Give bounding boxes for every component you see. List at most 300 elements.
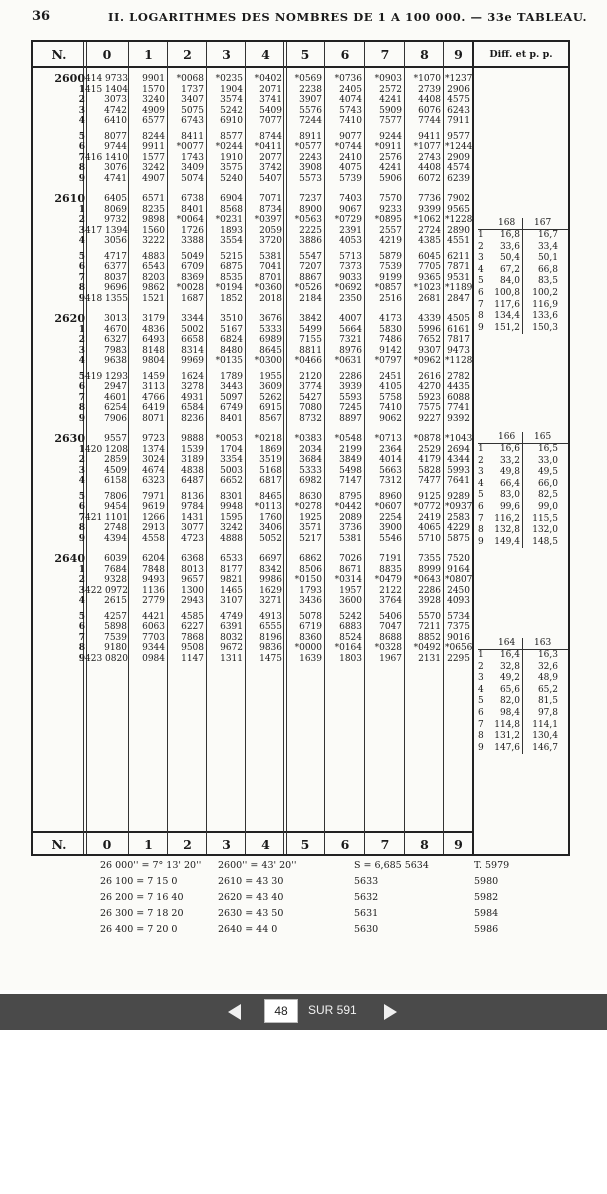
diff-digit: 5 bbox=[478, 490, 484, 501]
table-cell: 3720 bbox=[259, 236, 282, 247]
column-footer: N. bbox=[33, 831, 85, 855]
table-cell: 5875 bbox=[447, 534, 470, 544]
diff-digit: 1 bbox=[478, 444, 484, 454]
column-header: 0 bbox=[85, 42, 129, 68]
table-cell: 418 1355 bbox=[85, 294, 128, 304]
table-cell: 6076 bbox=[418, 105, 441, 116]
table-cell: 7477 bbox=[418, 476, 441, 487]
diff-row bbox=[478, 525, 568, 537]
diff-digit: 3 bbox=[478, 467, 484, 478]
column-footer: 3 bbox=[207, 831, 246, 855]
table-cell: 3554 bbox=[220, 236, 243, 247]
table-cell: 9836 bbox=[259, 643, 282, 654]
table-row bbox=[33, 85, 473, 96]
table-cell: 2295 bbox=[447, 654, 470, 664]
table-cell: 4558 bbox=[142, 534, 165, 544]
diff-block-rule bbox=[522, 432, 523, 548]
table-cell: 9016 bbox=[447, 632, 470, 643]
row-number: 7 bbox=[78, 632, 85, 643]
table-cell: 2724 bbox=[418, 225, 441, 236]
table-cell: 7041 bbox=[259, 262, 282, 273]
table-row bbox=[33, 372, 473, 383]
table-cell: 5052 bbox=[259, 534, 282, 544]
diff-value: 66,8 bbox=[537, 264, 558, 275]
table-cell: 6377 bbox=[104, 262, 127, 273]
table-cell: 9723 bbox=[142, 434, 165, 444]
diff-value: 130,4 bbox=[532, 731, 558, 742]
table-cell: 8314 bbox=[181, 345, 204, 356]
table-cell: 1311 bbox=[220, 654, 243, 664]
table-cell: 3407 bbox=[181, 95, 204, 106]
table-cell: 1374 bbox=[142, 444, 165, 455]
table-cell: 1459 bbox=[142, 371, 165, 382]
table-cell: 4408 bbox=[418, 163, 441, 174]
row-number: 4 bbox=[78, 236, 85, 247]
row-number: 5 bbox=[78, 251, 85, 262]
table-cell: 1704 bbox=[220, 444, 243, 455]
table-cell: 3764 bbox=[379, 596, 402, 607]
table-cell: 3076 bbox=[104, 163, 127, 174]
table-cell: 5409 bbox=[259, 105, 282, 116]
column-footer: 4 bbox=[246, 831, 285, 855]
table-cell: 9180 bbox=[104, 643, 127, 654]
column-footer: 0 bbox=[85, 831, 129, 855]
column-footer: 8 bbox=[405, 831, 444, 855]
table-cell: 9033 bbox=[339, 272, 362, 283]
table-cell: 8077 bbox=[104, 131, 127, 142]
diff-digit: 1 bbox=[478, 230, 484, 240]
footer-line bbox=[100, 892, 570, 906]
table-cell: 6158 bbox=[104, 476, 127, 487]
table-cell: 6243 bbox=[447, 105, 470, 116]
column-header: 7 bbox=[365, 42, 405, 68]
table-cell: 8535 bbox=[220, 272, 243, 283]
table-cell: 3077 bbox=[181, 523, 204, 534]
diff-row bbox=[478, 731, 568, 743]
table-cell: 9244 bbox=[379, 131, 402, 142]
footer-entry: 5632 bbox=[354, 892, 379, 903]
table-cell: 2947 bbox=[104, 382, 127, 393]
table-cell: 9565 bbox=[447, 204, 470, 215]
table-cell: 9657 bbox=[181, 575, 204, 586]
row-number: 4 bbox=[78, 356, 85, 367]
footer-entry: 2640 = 44 0 bbox=[218, 924, 278, 935]
table-cell: 2120 bbox=[299, 371, 322, 382]
table-cell: 5909 bbox=[379, 105, 402, 116]
table-cell: 8524 bbox=[339, 632, 362, 643]
table-cell: 7321 bbox=[339, 335, 362, 346]
table-cell: 6419 bbox=[142, 403, 165, 414]
table-cell: 5381 bbox=[259, 251, 282, 262]
table-cell: 5381 bbox=[339, 534, 362, 544]
table-cell: 4766 bbox=[142, 392, 165, 403]
table-cell: 5215 bbox=[220, 251, 243, 262]
table-cell: 5664 bbox=[339, 324, 362, 335]
table-cell: 6493 bbox=[142, 335, 165, 346]
table-cell: *0300 bbox=[254, 356, 282, 367]
table-cell: 7403 bbox=[339, 194, 362, 204]
diff-col-header: 168 bbox=[498, 218, 516, 228]
table-cell: 4574 bbox=[447, 163, 470, 174]
table-cell: 1910 bbox=[220, 152, 243, 163]
table-cell: 6743 bbox=[181, 116, 204, 127]
row-number: 3 bbox=[78, 225, 85, 236]
footer-entry: 2630 = 43 50 bbox=[218, 908, 284, 919]
table-cell: 7911 bbox=[447, 116, 470, 127]
table-cell: 4674 bbox=[142, 465, 165, 476]
table-cell: *1077 bbox=[413, 142, 441, 153]
table-cell: 3222 bbox=[142, 236, 165, 247]
table-cell: 8401 bbox=[220, 414, 243, 424]
table-cell: 7575 bbox=[418, 403, 441, 414]
table-cell: *0064 bbox=[176, 215, 204, 226]
table-cell: 416 1410 bbox=[85, 152, 128, 163]
table-cell: 5002 bbox=[181, 324, 204, 335]
diff-col-header: 166 bbox=[498, 432, 516, 442]
table-cell: 9888 bbox=[181, 434, 204, 444]
diff-value: 82,5 bbox=[537, 490, 558, 501]
table-cell: 2529 bbox=[418, 444, 441, 455]
table-cell: 6571 bbox=[142, 194, 165, 204]
table-cell: 9862 bbox=[142, 283, 165, 294]
table-cell: 8136 bbox=[181, 491, 204, 502]
table-cell: 4339 bbox=[418, 314, 441, 324]
table-cell: 8177 bbox=[220, 564, 243, 575]
table-row bbox=[33, 205, 473, 216]
table-cell: 1893 bbox=[220, 225, 243, 236]
row-number: 3 bbox=[78, 105, 85, 116]
table-row bbox=[33, 116, 473, 127]
table-cell: 9289 bbox=[447, 491, 470, 502]
table-cell: 7848 bbox=[142, 564, 165, 575]
previous-page-button[interactable] bbox=[228, 1004, 241, 1020]
table-cell: 5075 bbox=[181, 105, 204, 116]
table-cell: 7868 bbox=[181, 632, 204, 643]
row-number: 8 bbox=[78, 163, 85, 174]
diff-row bbox=[478, 662, 568, 674]
diff-value: 65,2 bbox=[537, 684, 558, 695]
table-cell: 2391 bbox=[339, 225, 362, 236]
table-cell: *0466 bbox=[294, 356, 322, 367]
table-cell: 419 1293 bbox=[85, 371, 128, 382]
row-number: 8 bbox=[78, 403, 85, 414]
table-row bbox=[33, 513, 473, 524]
table-row bbox=[33, 455, 473, 466]
table-cell: 3676 bbox=[259, 314, 282, 324]
table-cell: *0360 bbox=[254, 283, 282, 294]
table-cell: 7486 bbox=[379, 335, 402, 346]
table-cell: *0397 bbox=[254, 215, 282, 226]
table-cell: 8069 bbox=[104, 204, 127, 215]
row-number: 4 bbox=[78, 116, 85, 127]
diff-row bbox=[478, 323, 568, 335]
table-cell: 3024 bbox=[142, 455, 165, 466]
table-cell: 7652 bbox=[418, 335, 441, 346]
table-cell: 3575 bbox=[220, 163, 243, 174]
column-footer: 9 bbox=[444, 831, 473, 855]
table-cell: 6161 bbox=[447, 324, 470, 335]
table-cell: 4053 bbox=[339, 236, 362, 247]
table-cell: *0807 bbox=[445, 575, 473, 586]
table-cell: 7147 bbox=[339, 476, 362, 487]
footer-entry: 5631 bbox=[354, 908, 379, 919]
page-navigation-bar bbox=[0, 994, 607, 1030]
diff-digit: 3 bbox=[478, 673, 484, 684]
table-row bbox=[33, 262, 473, 273]
table-cell: 2225 bbox=[299, 225, 322, 236]
row-number: 9 bbox=[78, 414, 85, 424]
diff-value: 16,3 bbox=[537, 650, 558, 660]
diff-value: 131,2 bbox=[494, 731, 520, 742]
row-number: 2600 bbox=[54, 72, 85, 85]
table-cell: 6391 bbox=[220, 622, 243, 633]
table-cell: *0895 bbox=[374, 215, 402, 226]
table-row bbox=[33, 142, 473, 153]
table-cell: 8148 bbox=[142, 345, 165, 356]
footer-line bbox=[100, 876, 570, 890]
table-cell: 8568 bbox=[220, 204, 243, 215]
table-cell: 1957 bbox=[339, 585, 362, 596]
table-cell: 5427 bbox=[299, 392, 322, 403]
table-cell: 4421 bbox=[142, 611, 165, 622]
table-cell: 4179 bbox=[418, 455, 441, 466]
footer-entry: 5633 bbox=[354, 876, 379, 887]
table-cell: 4551 bbox=[447, 236, 470, 247]
table-cell: 9638 bbox=[104, 356, 127, 367]
table-cell: 3907 bbox=[299, 95, 322, 106]
table-cell: 2583 bbox=[447, 512, 470, 523]
table-cell: 1925 bbox=[299, 512, 322, 523]
table-cell: 8960 bbox=[379, 491, 402, 502]
table-cell: 7971 bbox=[142, 491, 165, 502]
table-cell: 9199 bbox=[379, 272, 402, 283]
table-cell: 1803 bbox=[339, 654, 362, 664]
table-cell: 8835 bbox=[379, 564, 402, 575]
table-cell: 1624 bbox=[181, 371, 204, 382]
table-cell: 9784 bbox=[181, 502, 204, 513]
table-cell: 2089 bbox=[339, 512, 362, 523]
table-row bbox=[33, 414, 473, 425]
table-cell: 2122 bbox=[379, 585, 402, 596]
table-cell: *0937 bbox=[445, 502, 473, 513]
table-cell: 7705 bbox=[418, 262, 441, 273]
table-cell: 8360 bbox=[299, 632, 322, 643]
table-cell: 5573 bbox=[299, 174, 322, 184]
diff-value: 134,4 bbox=[494, 311, 520, 322]
table-cell: 1852 bbox=[220, 294, 243, 304]
diff-value: 115,5 bbox=[532, 513, 558, 524]
table-cell: 6072 bbox=[418, 174, 441, 184]
table-cell: *1062 bbox=[413, 215, 441, 226]
footer-entry: 26 400 = 7 20 0 bbox=[100, 924, 178, 935]
table-cell: 3056 bbox=[104, 236, 127, 247]
table-cell: *0194 bbox=[215, 283, 243, 294]
table-cell: *0442 bbox=[334, 502, 362, 513]
table-row bbox=[33, 534, 473, 545]
table-cell: 7817 bbox=[447, 335, 470, 346]
table-cell: 1475 bbox=[259, 654, 282, 664]
table-cell: 9365 bbox=[418, 272, 441, 283]
table-cell: 3189 bbox=[181, 455, 204, 466]
table-cell: 3571 bbox=[299, 523, 322, 534]
table-cell: *0053 bbox=[215, 434, 243, 444]
table-cell: 8744 bbox=[259, 131, 282, 142]
table-cell: 421 1101 bbox=[85, 512, 128, 523]
table-cell: *0328 bbox=[374, 643, 402, 654]
table-cell: *1237 bbox=[445, 74, 473, 84]
footer-entry: T. 5979 bbox=[474, 860, 510, 871]
row-number: 3 bbox=[78, 465, 85, 476]
table-cell: 2419 bbox=[418, 512, 441, 523]
table-cell: *0411 bbox=[254, 142, 282, 153]
table-cell: 6533 bbox=[220, 554, 243, 564]
table-cell: 1789 bbox=[220, 371, 243, 382]
page-number-input[interactable]: 48 bbox=[264, 999, 298, 1023]
diff-value: 117,6 bbox=[494, 299, 520, 310]
footer-entry: 2620 = 43 40 bbox=[218, 892, 284, 903]
table-cell: 1136 bbox=[142, 585, 165, 596]
table-cell: 5546 bbox=[379, 534, 402, 544]
table-cell: 6405 bbox=[104, 194, 127, 204]
table-cell: 8911 bbox=[299, 131, 322, 142]
diff-value: 114,1 bbox=[532, 719, 558, 730]
table-cell: 6555 bbox=[259, 622, 282, 633]
diff-block-rule bbox=[522, 638, 523, 754]
table-cell: 5734 bbox=[447, 611, 470, 622]
table-cell: 6738 bbox=[181, 194, 204, 204]
table-cell: 5758 bbox=[379, 392, 402, 403]
row-number: 9 bbox=[78, 174, 85, 184]
table-cell: 7983 bbox=[104, 345, 127, 356]
table-cell: 2615 bbox=[104, 596, 127, 607]
table-cell: 3741 bbox=[259, 95, 282, 106]
table-cell: 8235 bbox=[142, 204, 165, 215]
row-number: 3 bbox=[78, 345, 85, 356]
table-cell: 1266 bbox=[142, 512, 165, 523]
diff-digit: 6 bbox=[478, 707, 484, 718]
table-cell: 7906 bbox=[104, 414, 127, 424]
diff-digit: 5 bbox=[478, 696, 484, 707]
row-number: 2 bbox=[78, 575, 85, 586]
table-cell: 4241 bbox=[379, 95, 402, 106]
diff-value: 132,8 bbox=[494, 525, 520, 536]
table-cell: 6904 bbox=[220, 194, 243, 204]
diff-value: 33,2 bbox=[499, 455, 520, 466]
table-cell: 4065 bbox=[418, 523, 441, 534]
table-cell: *0563 bbox=[294, 215, 322, 226]
table-cell: 3684 bbox=[299, 455, 322, 466]
table-cell: 6323 bbox=[142, 476, 165, 487]
table-row bbox=[33, 643, 473, 654]
table-cell: 9125 bbox=[418, 491, 441, 502]
row-number: 7 bbox=[78, 152, 85, 163]
table-cell: 4575 bbox=[447, 95, 470, 106]
table-cell: 420 1208 bbox=[85, 444, 128, 455]
table-cell: 5003 bbox=[220, 465, 243, 476]
table-row bbox=[33, 132, 473, 143]
diff-value: 16,5 bbox=[537, 444, 558, 454]
diff-row bbox=[478, 253, 568, 265]
table-row bbox=[33, 476, 473, 487]
row-number: 2 bbox=[78, 455, 85, 466]
table-cell: 6063 bbox=[142, 622, 165, 633]
diff-row bbox=[478, 242, 568, 254]
diff-block-rule bbox=[522, 218, 523, 334]
diff-digit: 2 bbox=[478, 241, 484, 252]
row-number: 7 bbox=[78, 392, 85, 403]
table-cell: 7577 bbox=[379, 116, 402, 127]
table-cell: 4075 bbox=[339, 163, 362, 174]
row-number: 6 bbox=[78, 262, 85, 273]
next-page-button[interactable] bbox=[384, 1004, 397, 1020]
table-cell: 8999 bbox=[418, 564, 441, 575]
table-cell: 7703 bbox=[142, 632, 165, 643]
diff-value: 100,2 bbox=[532, 287, 558, 298]
column-header: 4 bbox=[246, 42, 285, 68]
table-cell: 9898 bbox=[142, 215, 165, 226]
table-cell: 5333 bbox=[259, 324, 282, 335]
table-cell: 5923 bbox=[418, 392, 441, 403]
table-cell: 2572 bbox=[379, 84, 402, 95]
table-cell: *0235 bbox=[215, 74, 243, 84]
table-cell: 1967 bbox=[379, 654, 402, 664]
table-cell: *0383 bbox=[294, 434, 322, 444]
diff-row bbox=[478, 311, 568, 323]
table-row bbox=[33, 325, 473, 336]
table-cell: 5996 bbox=[418, 324, 441, 335]
table-cell: 7902 bbox=[447, 194, 470, 204]
table-cell: 2557 bbox=[379, 225, 402, 236]
row-number: 2640 bbox=[54, 552, 85, 565]
table-cell: 3073 bbox=[104, 95, 127, 106]
table-cell: 1793 bbox=[299, 585, 322, 596]
diff-digit: 4 bbox=[478, 684, 484, 695]
table-cell: 1687 bbox=[181, 294, 204, 304]
table-cell: 5499 bbox=[299, 324, 322, 335]
table-cell: *0164 bbox=[334, 643, 362, 654]
table-cell: 6824 bbox=[220, 335, 243, 346]
table-cell: 8506 bbox=[299, 564, 322, 575]
table-cell: 2199 bbox=[339, 444, 362, 455]
diff-value: 16,6 bbox=[499, 444, 520, 454]
table-cell: 2238 bbox=[299, 84, 322, 95]
table-cell: *0278 bbox=[294, 502, 322, 513]
diff-value: 116,9 bbox=[532, 299, 558, 310]
table-cell: 2405 bbox=[339, 84, 362, 95]
table-cell: 8811 bbox=[299, 345, 322, 356]
table-row bbox=[33, 565, 473, 576]
diff-value: 114,8 bbox=[494, 719, 520, 730]
table-cell: 8734 bbox=[259, 204, 282, 215]
footer-entry: 26 200 = 7 16 40 bbox=[100, 892, 184, 903]
row-number: 1 bbox=[78, 324, 85, 335]
table-cell: 5240 bbox=[220, 174, 243, 184]
table-cell: 9696 bbox=[104, 283, 127, 294]
table-cell: *1228 bbox=[445, 215, 473, 226]
table-cell: 4229 bbox=[447, 523, 470, 534]
table-cell: 3013 bbox=[104, 314, 127, 324]
diff-value: 33,6 bbox=[499, 241, 520, 252]
table-cell: 2364 bbox=[379, 444, 402, 455]
table-cell: 9328 bbox=[104, 575, 127, 586]
diff-value: 148,5 bbox=[532, 536, 558, 547]
table-cell: 8037 bbox=[104, 272, 127, 283]
table-cell: 5570 bbox=[418, 611, 441, 622]
page-number: 36 bbox=[32, 9, 51, 24]
table-cell: 3113 bbox=[142, 382, 165, 393]
column-footer: 6 bbox=[325, 831, 365, 855]
table-cell: 6227 bbox=[181, 622, 204, 633]
